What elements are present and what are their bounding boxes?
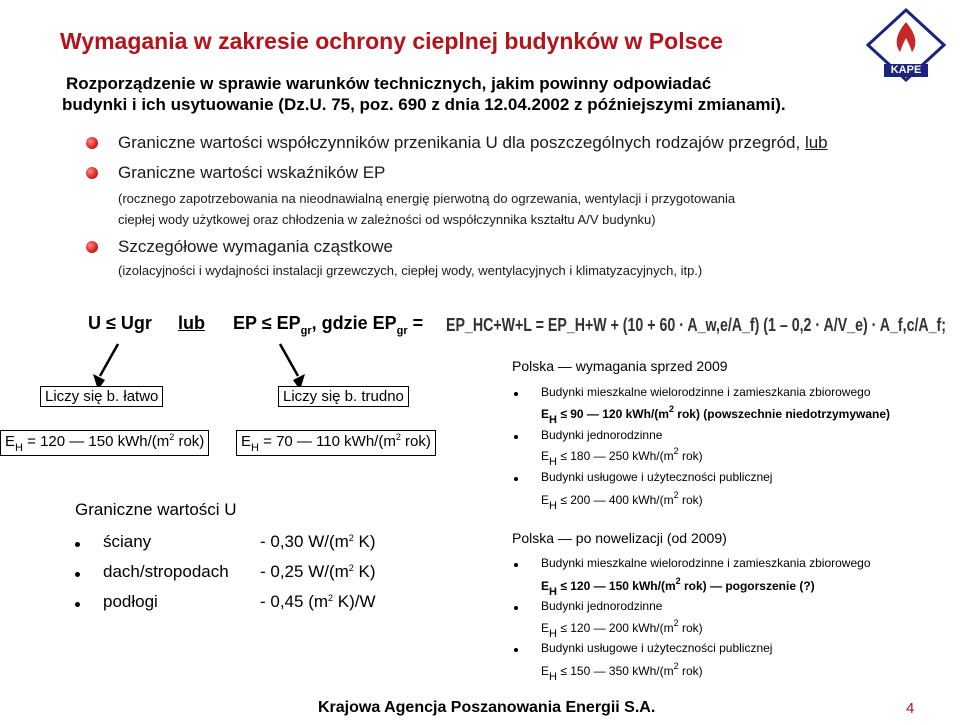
after-item-3-label: Budynki usługowe i użyteczności publicznej — [541, 641, 773, 655]
lub-link[interactable]: lub — [804, 133, 828, 152]
u-label-roof: dach/stropodach — [103, 562, 229, 581]
bullet-dot-icon — [514, 563, 518, 567]
kape-logo — [866, 8, 946, 82]
bullet-dot-icon — [75, 542, 80, 547]
bullet-detailed: Szczegółowe wymagania cząstkowe — [118, 237, 393, 256]
arrows — [80, 340, 320, 390]
formula-u: U ≤ Ugr — [88, 313, 152, 333]
ep-equals: = — [412, 313, 424, 333]
bullet-ep-detail-2: ciepłej wody użytkowej oraz chłodzenia w zależności od współczynnika kształtu A/V budynku) — [118, 212, 656, 227]
bullet-dot-icon — [514, 477, 518, 481]
bullet-u-text: Graniczne wartości współczynników przenikania U dla poszczególnych rodzajów przegród, — [118, 133, 801, 152]
after-item-2-value: EH ≤ 120 — 200 kWh/($m^2$ rok) — [541, 618, 703, 640]
before-2009-heading: Polska — wymagania sprzed 2009 — [512, 358, 728, 374]
u-value-floor: - 0,45 ($m^2$ K)/W — [260, 592, 376, 611]
bullet-icon — [86, 167, 98, 179]
bullet-dot-icon — [75, 602, 80, 607]
before-item-2-value: EH ≤ 180 — 250 kWh/($m^2$ rok) — [541, 446, 703, 468]
after-item-1-value: EH ≤ 120 — 150 kWh/($m^2$ rok) — pogorszenie (?) — [541, 576, 815, 598]
bullet-dot-icon — [514, 392, 518, 396]
ep-formula-image — [446, 311, 952, 339]
subtitle-line-1: Rozporządzenie w sprawie warunków technicznych, jakim powinny odpowiadać — [66, 74, 712, 93]
bullet-dot-icon — [75, 572, 80, 577]
ep-where: , gdzie EP — [311, 313, 397, 333]
u-value-roof: - 0,25 $W/(m^2$ K) — [260, 562, 376, 581]
bullet-dot-icon — [514, 435, 518, 439]
bullet-u-values — [118, 133, 828, 153]
formula-or: lub — [178, 313, 205, 333]
ep-formula-text: EP_HC+W+L = EP_H+W + (10 + 60 · A_w,e/A_f) (1 – 0,2 · A/V_e) · A_f,c/A_f; — [446, 315, 946, 335]
before-item-3-label: Budynki usługowe i użyteczności publicznej — [541, 470, 773, 484]
eh-old-box: $E_H = 120$ — 150 kWh/($m^2$ rok) — [0, 430, 209, 456]
ep-label: EP ≤ EP — [233, 313, 301, 333]
ep-sub-2: gr — [396, 325, 408, 337]
u-label-walls: ściany — [103, 532, 152, 551]
before-item-1-value: EH ≤ 90 — 120 kWh/($m^2$ rok) (powszechnie niedotrzymywane) — [541, 404, 891, 426]
bullet-detailed-detail: (izolacyjności i wydajności instalacji grzewczych, ciepłej wody, wentylacyjnych i klimatyzacyjnych, itp.) — [118, 263, 703, 278]
after-item-2-label: Budynki jednorodzinne — [541, 599, 663, 613]
before-item-1-label: Budynki mieszkalne wielorodzinne i zamieszkania zbiorowego — [541, 385, 871, 399]
regulation-subtitle — [62, 73, 786, 115]
after-2009-heading: Polska — po nowelizacji (od 2009) — [512, 530, 727, 546]
ep-sub: gr — [300, 325, 312, 337]
bullet-dot-icon — [514, 606, 518, 610]
after-item-1-label: Budynki mieszkalne wielorodzinne i zamieszkania zbiorowego — [541, 556, 871, 570]
page-number: 4 — [906, 700, 915, 717]
bullet-ep: Graniczne wartości wskaźników EP — [118, 163, 386, 182]
formula-ep — [233, 313, 423, 337]
subtitle-line-2: budynki i ich usytuowanie (Dz.U. 75, poz. 690 z dnia 12.04.2002 z późniejszymi zmianami). — [62, 95, 786, 114]
u-label-floor: podłogi — [103, 592, 158, 611]
bullet-dot-icon — [514, 648, 518, 652]
bullet-icon — [86, 137, 98, 149]
easy-box: Liczy się b. łatwo — [40, 386, 163, 407]
page-title: Wymagania w zakresie ochrony cieplnej budynków w Polsce — [60, 28, 723, 54]
after-item-3-value: EH ≤ 150 — 350 kWh/($m^2$ rok) — [541, 661, 703, 683]
hard-box: Liczy się b. trudno — [278, 386, 409, 407]
before-item-3-value: EH ≤ 200 — 400 kWh/($m^2$ rok) — [541, 490, 703, 512]
logo-text: KAPE — [890, 64, 922, 76]
u-value-walls: - 0,30 $W/(m^2$ K) — [260, 532, 376, 551]
bullet-icon — [86, 241, 98, 253]
footer-organization: Krajowa Agencja Poszanowania Energii S.A. — [318, 699, 656, 716]
before-item-2-label: Budynki jednorodzinne — [541, 428, 663, 442]
bullet-ep-detail-1: (rocznego zapotrzebowania na nieodnawialną energię pierwotną do ogrzewania, wentylacji i przygotowania — [118, 191, 736, 206]
u-values-title: Graniczne wartości U — [75, 500, 237, 519]
eh-new-box: $E_H = 70$ — 110 kWh/($m^2$ rok) — [236, 430, 436, 456]
